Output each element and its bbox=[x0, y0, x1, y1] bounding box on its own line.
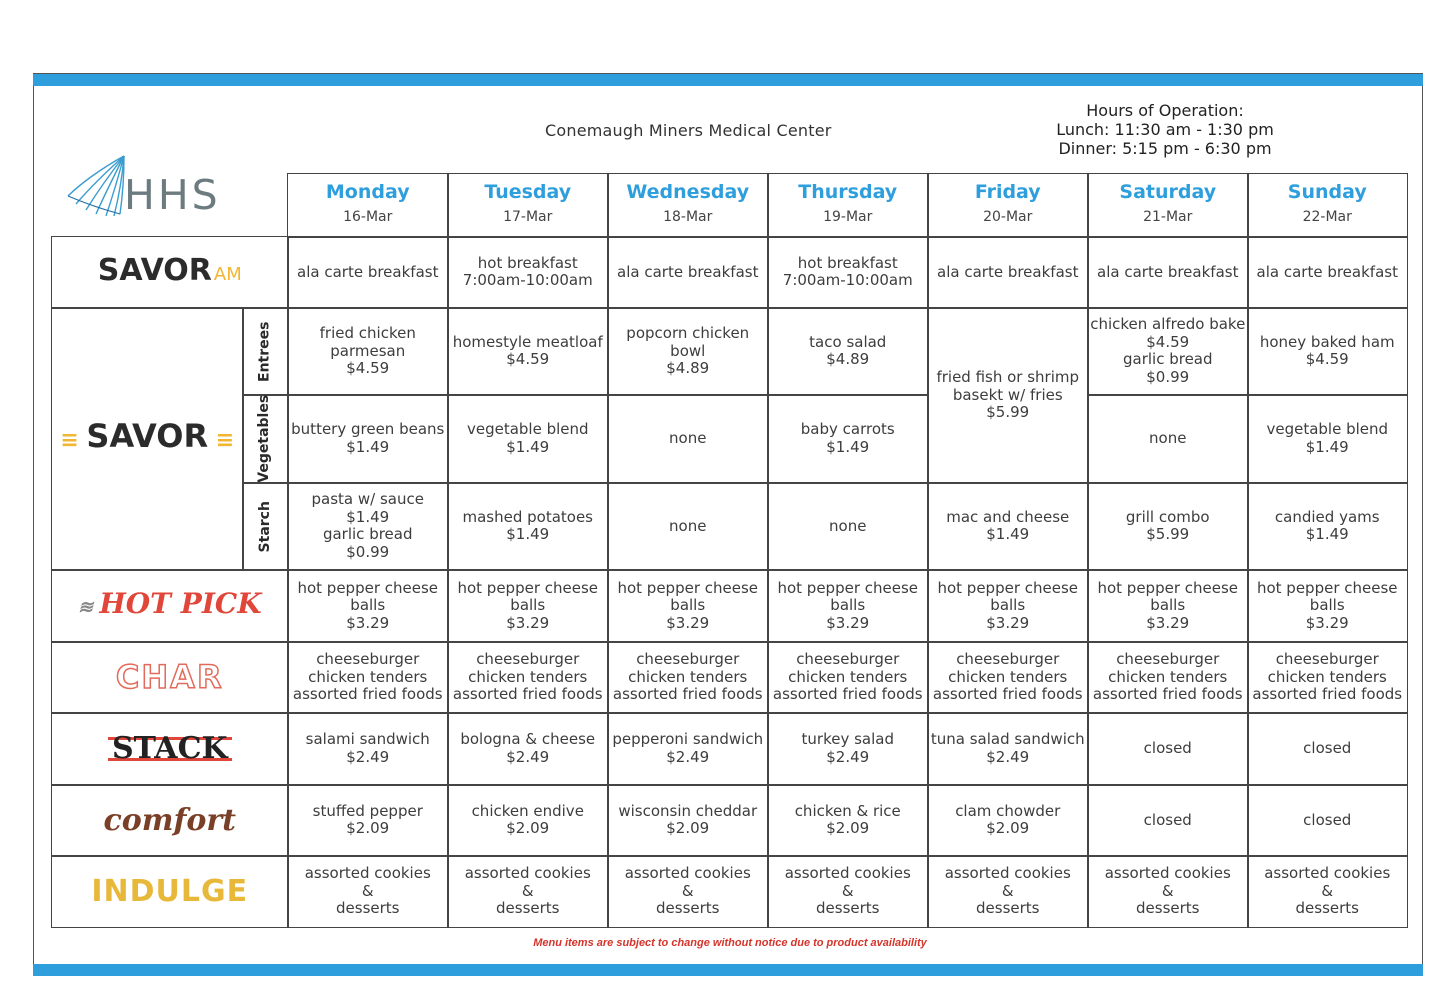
savor-am-word: SAVOR bbox=[97, 252, 212, 288]
day-header bbox=[767, 173, 929, 238]
station-savor bbox=[51, 307, 244, 571]
menu-cell-starch: none bbox=[767, 482, 929, 571]
menu-cell-indulge: assorted cookies & desserts bbox=[1247, 855, 1408, 928]
day-date: 20-Mar bbox=[983, 209, 1033, 226]
menu-cell-savor-am: ala carte breakfast bbox=[927, 236, 1089, 309]
sub-label-starch bbox=[242, 482, 289, 571]
menu-cell-entrees: honey baked ham $4.59 bbox=[1247, 307, 1408, 396]
menu-cell-entrees: chicken alfredo bake $4.59 garlic bread $0.99 bbox=[1087, 307, 1249, 396]
menu-cell-hot-pick: hot pepper cheese balls $3.29 bbox=[287, 569, 449, 643]
day-name: Sunday bbox=[1287, 180, 1367, 203]
savor-word: SAVOR bbox=[86, 417, 209, 455]
savor-rays-right-icon: ≡ bbox=[208, 428, 235, 453]
sub-label-entrees bbox=[242, 307, 289, 396]
day-name: Saturday bbox=[1119, 180, 1217, 203]
menu-cell-savor-am: ala carte breakfast bbox=[607, 236, 769, 309]
menu-cell-char: cheeseburger chicken tenders assorted fried foods bbox=[1087, 641, 1249, 714]
hospital-name: Conemaugh Miners Medical Center bbox=[545, 121, 832, 140]
day-date: 22-Mar bbox=[1302, 209, 1352, 226]
menu-cell-stack: closed bbox=[1087, 712, 1249, 786]
menu-cell-char: cheeseburger chicken tenders assorted fried foods bbox=[287, 641, 449, 714]
menu-cell-comfort: clam chowder $2.09 bbox=[927, 784, 1089, 857]
station-indulge bbox=[51, 855, 289, 928]
menu-cell-savor-am: ala carte breakfast bbox=[1087, 236, 1249, 309]
menu-cell-entrees: fried fish or shrimp basekt w/ fries $5.99 bbox=[927, 307, 1089, 484]
menu-cell-char: cheeseburger chicken tenders assorted fried foods bbox=[447, 641, 609, 714]
day-header bbox=[287, 173, 449, 238]
menu-cell-savor-am: hot breakfast 7:00am-10:00am bbox=[447, 236, 609, 309]
menu-cell-hot-pick: hot pepper cheese balls $3.29 bbox=[1087, 569, 1249, 643]
menu-cell-comfort: closed bbox=[1247, 784, 1408, 857]
menu-cell-stack: bologna & cheese $2.49 bbox=[447, 712, 609, 786]
savor-rays-left-icon: ≡ bbox=[60, 428, 87, 453]
day-name: Friday bbox=[974, 180, 1041, 203]
menu-cell-char: cheeseburger chicken tenders assorted fried foods bbox=[1247, 641, 1408, 714]
station-hot-pick bbox=[51, 569, 289, 643]
menu-cell-comfort: stuffed pepper $2.09 bbox=[287, 784, 449, 857]
savor-am-logo bbox=[97, 252, 242, 288]
menu-cell-stack: tuna salad sandwich $2.49 bbox=[927, 712, 1089, 786]
day-name: Tuesday bbox=[484, 180, 572, 203]
footer-note: Menu items are subject to change without notice due to product availability bbox=[533, 937, 927, 949]
menu-cell-indulge: assorted cookies & desserts bbox=[767, 855, 929, 928]
day-date: 16-Mar bbox=[343, 209, 393, 226]
sub-label-vegetables bbox=[242, 394, 289, 484]
day-date: 18-Mar bbox=[663, 209, 713, 226]
menu-cell-char: cheeseburger chicken tenders assorted fried foods bbox=[607, 641, 769, 714]
menu-cell-indulge: assorted cookies & desserts bbox=[447, 855, 609, 928]
day-date: 17-Mar bbox=[503, 209, 553, 226]
menu-cell-char: cheeseburger chicken tenders assorted fried foods bbox=[927, 641, 1089, 714]
menu-cell-vegetables: baby carrots $1.49 bbox=[767, 394, 929, 484]
hot-pick-logo bbox=[77, 587, 262, 620]
menu-cell-vegetables: none bbox=[1087, 394, 1249, 484]
menu-cell-vegetables: vegetable blend $1.49 bbox=[447, 394, 609, 484]
hours-dinner: Dinner: 5:15 pm - 6:30 pm bbox=[1058, 139, 1272, 158]
menu-cell-comfort: closed bbox=[1087, 784, 1249, 857]
day-date: 21-Mar bbox=[1143, 209, 1193, 226]
menu-cell-indulge: assorted cookies & desserts bbox=[927, 855, 1089, 928]
menu-cell-stack: closed bbox=[1247, 712, 1408, 786]
indulge-logo: INDULGE bbox=[91, 873, 249, 909]
hours-lunch: Lunch: 11:30 am - 1:30 pm bbox=[1056, 120, 1274, 139]
menu-cell-comfort: chicken endive $2.09 bbox=[447, 784, 609, 857]
menu-cell-comfort: wisconsin cheddar $2.09 bbox=[607, 784, 769, 857]
menu-cell-entrees: popcorn chicken bowl $4.89 bbox=[607, 307, 769, 396]
stack-logo: STACK bbox=[108, 737, 232, 761]
logo-text: HHS bbox=[124, 171, 221, 219]
menu-cell-savor-am: ala carte breakfast bbox=[1247, 236, 1408, 309]
menu-cell-vegetables: none bbox=[607, 394, 769, 484]
day-header bbox=[607, 173, 769, 238]
menu-cell-hot-pick: hot pepper cheese balls $3.29 bbox=[1247, 569, 1408, 643]
menu-cell-vegetables: vegetable blend $1.49 bbox=[1247, 394, 1408, 484]
day-name: Monday bbox=[325, 180, 410, 203]
menu-cell-indulge: assorted cookies & desserts bbox=[287, 855, 449, 928]
menu-cell-stack: pepperoni sandwich $2.49 bbox=[607, 712, 769, 786]
menu-cell-hot-pick: hot pepper cheese balls $3.29 bbox=[767, 569, 929, 643]
menu-cell-hot-pick: hot pepper cheese balls $3.29 bbox=[607, 569, 769, 643]
day-header bbox=[927, 173, 1089, 238]
menu-cell-starch: grill combo $5.99 bbox=[1087, 482, 1249, 571]
menu-cell-hot-pick: hot pepper cheese balls $3.29 bbox=[447, 569, 609, 643]
station-char bbox=[51, 641, 289, 714]
station-stack bbox=[51, 712, 289, 786]
day-header bbox=[1087, 173, 1249, 238]
menu-cell-starch: mac and cheese $1.49 bbox=[927, 482, 1089, 571]
menu-cell-entrees: fried chicken parmesan $4.59 bbox=[287, 307, 449, 396]
menu-cell-comfort: chicken & rice $2.09 bbox=[767, 784, 929, 857]
day-name: Thursday bbox=[798, 180, 898, 203]
comfort-logo: comfort bbox=[103, 802, 237, 838]
menu-cell-entrees: homestyle meatloaf $4.59 bbox=[447, 307, 609, 396]
menu-cell-savor-am: hot breakfast 7:00am-10:00am bbox=[767, 236, 929, 309]
day-header bbox=[1247, 173, 1408, 238]
menu-cell-indulge: assorted cookies & desserts bbox=[607, 855, 769, 928]
hours-title: Hours of Operation: bbox=[1086, 101, 1244, 120]
menu-cell-stack: salami sandwich $2.49 bbox=[287, 712, 449, 786]
station-comfort bbox=[51, 784, 289, 857]
day-date: 19-Mar bbox=[823, 209, 873, 226]
menu-cell-hot-pick: hot pepper cheese balls $3.29 bbox=[927, 569, 1089, 643]
menu-cell-stack: turkey salad $2.49 bbox=[767, 712, 929, 786]
steam-icon: ≋ bbox=[77, 597, 100, 618]
savor-logo bbox=[60, 417, 235, 455]
menu-cell-starch: mashed potatoes $1.49 bbox=[447, 482, 609, 571]
menu-cell-char: cheeseburger chicken tenders assorted fried foods bbox=[767, 641, 929, 714]
menu-cell-entrees: taco salad $4.89 bbox=[767, 307, 929, 396]
menu-cell-starch: pasta w/ sauce $1.49 garlic bread $0.99 bbox=[287, 482, 449, 571]
menu-cell-vegetables: buttery green beans $1.49 bbox=[287, 394, 449, 484]
menu-cell-indulge: assorted cookies & desserts bbox=[1087, 855, 1249, 928]
sub-label-text: Vegetables bbox=[256, 394, 273, 483]
sub-label-text: Entrees bbox=[256, 321, 273, 382]
char-logo: CHAR bbox=[115, 657, 224, 696]
day-name: Wednesday bbox=[626, 180, 750, 203]
menu-cell-starch: candied yams $1.49 bbox=[1247, 482, 1408, 571]
day-header bbox=[447, 173, 609, 238]
menu-cell-starch: none bbox=[607, 482, 769, 571]
hot-pick-word: HOT PICK bbox=[99, 587, 262, 620]
savor-am-suffix: AM bbox=[213, 263, 242, 285]
sub-label-text: Starch bbox=[256, 500, 273, 552]
menu-cell-savor-am: ala carte breakfast bbox=[287, 236, 449, 309]
station-savor-am bbox=[51, 236, 289, 309]
